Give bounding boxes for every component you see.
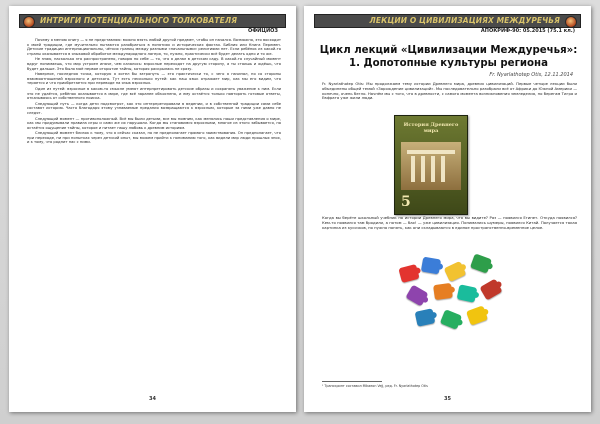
- puzzle-piece: [415, 308, 436, 326]
- left-paragraph: Почему я меняю книгу — я не представляю: можно взять любой другой предмет, чтобы он начался. Возможно, это восходит к моей традиции, где мучительно пытаются разобраться в понятиях и исторических фактах. Библия или Книга Перемен. Детские традиции интернациональны, чётких границ между разными «начальными» религиями нет. Если ребёнок из какой-то страны оказывается в языковой обработке международного лагеря, то, нужно, практически всё будет делать одно и то же.: [27, 38, 281, 56]
- article-body-text: Когда вы берёте школьный учебник по истории Древнего мира, что вы видите? Раз — появился Египет. Откуда появился? Кем-то появился там бродили, а потом — бах! — уже цивилизация. Понимались шумеры, появился Китай. Получается такая картинка из кусочков, но нужно понять, как они складываются в единое пространственно-временное целое.: [322, 215, 577, 230]
- right-page-number: 35: [444, 396, 451, 402]
- left-page-header: [19, 14, 286, 28]
- left-paragraph: Один из путей: взрослые в каком-то смысле умеют интерпретировать детские образы и сохранять уважение к ним. Если это не удаётся, ребёнок оказывается в мире, где всё заранее объяснено, и ему остаётся только повторять готовые ответы, отказываясь от собственного поиска.: [27, 86, 281, 101]
- left-page-number: 34: [149, 396, 156, 402]
- puzzle-piece: [440, 309, 462, 330]
- puzzle-piece: [457, 284, 478, 302]
- left-paragraph: Следующий путь — когда дети подсмотрят, как это интерпретировали в ведении, и в собственной традиции сами себе составят историю. Часто благодаря этому узнаваемые предания возвращаются к взрослым, которые за ними уже давно не следят.: [27, 101, 281, 115]
- right-header-title: ЛЕКЦИИ О ЦИВИЛИЗАЦИЯХ МЕЖДУРЕЧЬЯ: [369, 16, 560, 25]
- puzzle-piece: [444, 261, 467, 282]
- textbook-grade-number: 5: [401, 194, 411, 210]
- left-paragraph: Следующий момент — противоположный. Всё мы были детьми, все мы помним, как менялись наши представления о мире, как мы придумывали правила игры и сами же их нарушали. Когда мы становимся взрослыми, многое из этого забывается, но остаётся ощущение тайны, которое и питает нашу любовь к древним историям.: [27, 116, 281, 130]
- left-section-label: ОФИЦИОЗ: [247, 28, 278, 34]
- article-author: Fr. Nyarlathotep Otis, 12.11.2014: [489, 72, 573, 78]
- left-header-title: ИНТРИГИ ПОТЕНЦИАЛЬНОГО ТОЛКОВАТЕЛЯ: [40, 16, 238, 25]
- textbook-cover-image: [394, 115, 468, 215]
- left-paragraph: Не знаю, насколько это распространено, говорю по себе — то, что я делал в детском саду. В какой-то случайный момент вдруг понимаешь, что мир устроен иначе, чем казалось: взрослые переходят на другую сторону, а ты стоишь и ждёшь, что будет дальше. Это было моё первое открытие тайны, которая раскрылась не сразу.: [27, 57, 281, 71]
- puzzle-piece: [433, 283, 453, 300]
- footnote: ¹ Транскрипт составил Mikaeon Vejj, ред. Fr. Nyarlathotep Otis: [322, 384, 428, 388]
- left-paragraph: Следующий момент близок к тому, что я сейчас сказал, но не предполагает прямого заимствования. Он предполагает, что при переходе, ни при попытках через детский опыт, мы можем прийти к пониманию того, как видели мир люди прошлых эпох, и к тому, что роднит нас с ними.: [27, 131, 281, 145]
- puzzle-piece: [479, 279, 502, 301]
- right-page[interactable]: [304, 6, 591, 412]
- temple-illustration: [401, 142, 461, 190]
- club-logo-icon: [565, 16, 577, 28]
- issue-date-line: АПОКРИФ-90: 05.2015 (75.1 кл.): [480, 28, 575, 34]
- club-logo-icon: [23, 16, 35, 28]
- textbook-title: История Древнего мира: [403, 122, 459, 134]
- puzzle-piece: [470, 253, 492, 273]
- puzzle-piece: [405, 285, 428, 307]
- left-page[interactable]: [9, 6, 296, 412]
- article-title-line2: 1. Допотопные культуры региона: [349, 58, 548, 69]
- article-title-line1: Цикл лекций «Цивилизации Междуречья»:: [319, 45, 578, 56]
- left-body-text: [27, 38, 281, 146]
- article-title: [318, 44, 579, 70]
- article-intro: Fr. Nyarlathotep Otis: Мы продолжаем тему истории Древнего мира, древних цивилизаций. Первые четыре лекции были объединены общей темой «Зарождение цивилизаций». Мы последовательно разобрали всё от Африки до Южной Америки — конечно, очень бегло. Начнём мы с того, что в древности, с самого момента возникновения земледелия, по берегам Тигра и Евфрата уже жили люди.: [322, 81, 577, 101]
- puzzle-piece: [421, 257, 441, 275]
- left-paragraph: Наверное, последняя точка, которую я хотел бы затронуть — это практически то, с чего я начинал, но со стороны взаимоотношений взрослого и детского. Тут есть несколько путей: как наш язык отражает мир, как мы его видим, что теряется и что приобретается при переводе на язык взрослых.: [27, 72, 281, 86]
- right-page-header: [314, 14, 581, 28]
- puzzle-piece: [466, 305, 488, 325]
- puzzle-piece: [398, 264, 419, 283]
- puzzle-pieces-image: [396, 256, 508, 334]
